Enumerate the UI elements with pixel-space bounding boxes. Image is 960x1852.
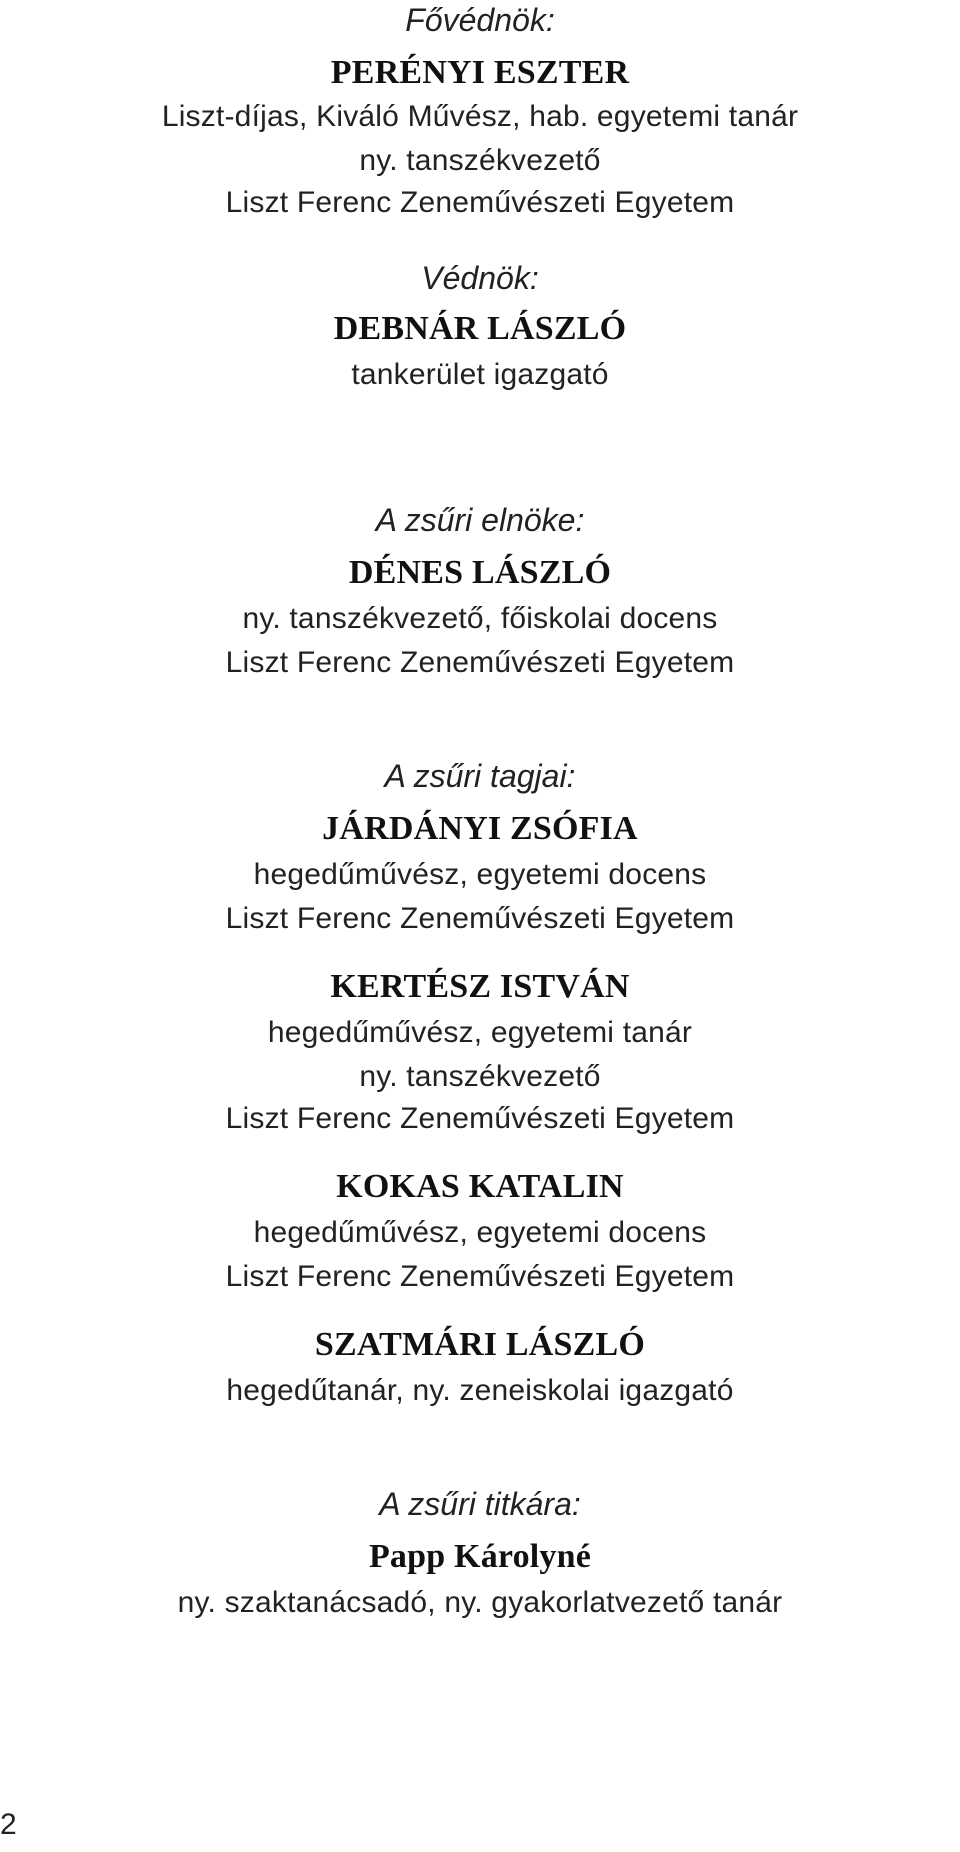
patron-institution: Liszt Ferenc Zeneművészeti Egyetem (225, 186, 735, 219)
jury-member-title-line: hegedűművész, egyetemi tanár (267, 1016, 693, 1049)
jury-member-institution: Liszt Ferenc Zeneművészeti Egyetem (225, 902, 735, 935)
jury-members-role-heading: A zsűri tagjai: (384, 758, 576, 794)
patron-title-line: ny. tanszékvezető (359, 144, 601, 177)
sponsor-title-line: tankerület igazgató (351, 358, 609, 391)
jury-secretary-title-line: ny. szaktanácsadó, ny. gyakorlatvezető tanár (177, 1586, 783, 1619)
jury-secretary-name: Papp Károlyné (368, 1538, 592, 1575)
jury-chair-role-heading: A zsűri elnöke: (375, 502, 585, 538)
jury-member-title-line: ny. tanszékvezető (359, 1060, 601, 1093)
jury-chair-institution: Liszt Ferenc Zeneművészeti Egyetem (225, 646, 735, 679)
jury-member-title-line: hegedűtanár, ny. zeneiskolai igazgató (226, 1374, 734, 1407)
page-number: 2 (0, 1808, 17, 1841)
jury-secretary-role-heading: A zsűri titkára: (379, 1486, 581, 1522)
jury-member-name: KERTÉSZ ISTVÁN (330, 968, 630, 1005)
jury-member-title-line: hegedűművész, egyetemi docens (253, 1216, 707, 1249)
jury-member-institution: Liszt Ferenc Zeneművészeti Egyetem (225, 1260, 735, 1293)
patron-name: PERÉNYI ESZTER (330, 54, 630, 91)
jury-member-name: JÁRDÁNYI ZSÓFIA (322, 810, 638, 847)
sponsor-role-heading: Védnök: (421, 260, 539, 296)
sponsor-name: DEBNÁR LÁSZLÓ (333, 310, 627, 347)
jury-chair-title-line: ny. tanszékvezető, főiskolai docens (242, 602, 718, 635)
jury-member-name: KOKAS KATALIN (336, 1168, 624, 1205)
patron-title-line: Liszt-díjas, Kiváló Művész, hab. egyetemi tanár (161, 100, 799, 133)
jury-chair-name: DÉNES LÁSZLÓ (348, 554, 612, 591)
jury-member-name: SZATMÁRI LÁSZLÓ (314, 1326, 646, 1363)
jury-member-title-line: hegedűművész, egyetemi docens (253, 858, 707, 891)
patron-role-heading: Fővédnök: (405, 2, 555, 38)
jury-member-institution: Liszt Ferenc Zeneművészeti Egyetem (225, 1102, 735, 1135)
